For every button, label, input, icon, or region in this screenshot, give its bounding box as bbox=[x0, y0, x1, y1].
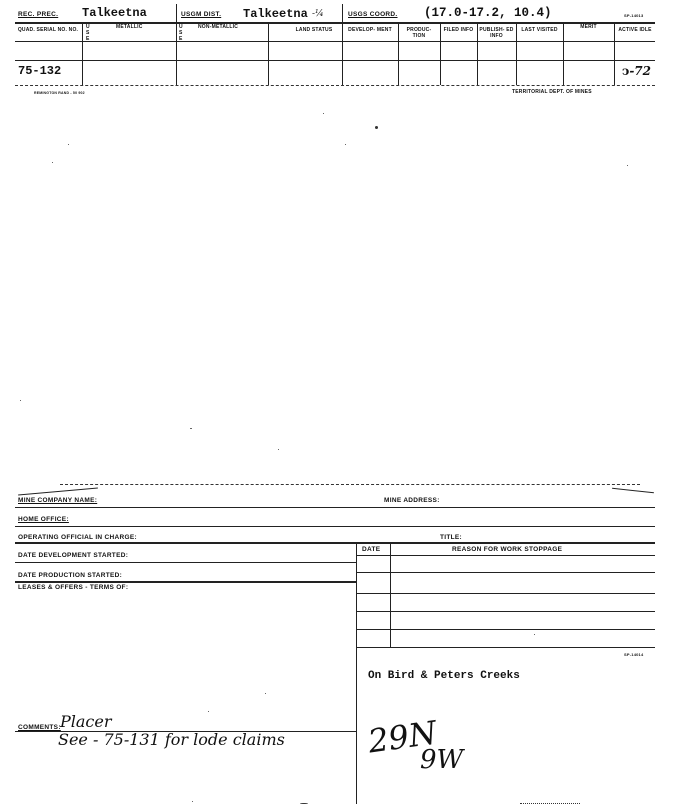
card-top-rule bbox=[60, 484, 640, 485]
card-bottom-rule bbox=[15, 85, 655, 86]
usgs-coord-value: (17.0-17.2, 10.4) bbox=[424, 6, 552, 20]
mine-company-rule bbox=[15, 507, 655, 508]
pencil-stroke-left bbox=[18, 488, 98, 496]
comments-rule bbox=[15, 731, 356, 732]
rec-prec-value: Talkeetna bbox=[82, 6, 147, 20]
col-use-nonmetallic: U S E bbox=[179, 24, 183, 42]
col-land-status: LAND STATUS bbox=[295, 27, 333, 33]
pencil-mark: -¼ bbox=[312, 9, 324, 19]
date-production-rule bbox=[15, 581, 356, 583]
date-development-label: DATE DEVELOPMENT STARTED: bbox=[18, 552, 129, 559]
col-non-metallic: NON-METALLIC bbox=[198, 24, 239, 30]
usgm-dist-label: USGM DIST. bbox=[181, 11, 222, 18]
printer-line: REMINGTON RAND - 50 902 bbox=[34, 91, 85, 95]
stoppage-date-header: DATE bbox=[362, 546, 381, 553]
date-development-rule bbox=[15, 562, 356, 563]
stoppage-date-divider bbox=[390, 542, 391, 647]
col-quad-serial: QUAD. SERIAL NO. NO. bbox=[17, 27, 79, 33]
form-number-back: SP-14014 bbox=[624, 652, 644, 657]
col-active-idle: ACTIVE IDLE bbox=[618, 27, 652, 33]
title-label: TITLE: bbox=[440, 534, 463, 541]
col-metallic: METALLIC bbox=[116, 24, 143, 30]
stoppage-reason-header: REASON FOR WORK STOPPAGE bbox=[452, 546, 563, 553]
operating-official-rule bbox=[15, 542, 655, 544]
usgs-coord-label: USGS COORD. bbox=[348, 11, 398, 18]
stoppage-header-rule bbox=[356, 555, 655, 556]
comments-handwritten-see: See - 75-131 for lode claims bbox=[58, 730, 285, 749]
record-serial: 75-132 bbox=[18, 64, 62, 78]
usgm-dist-value: Talkeetna bbox=[243, 7, 308, 21]
col-published-info: PUBLISH- ED INFO bbox=[479, 27, 514, 39]
home-office-label: HOME OFFICE: bbox=[18, 516, 69, 523]
col-production: PRODUC- TION bbox=[406, 27, 432, 39]
township-handwritten: 29N bbox=[365, 713, 440, 761]
stoppage-table-divider bbox=[356, 542, 357, 804]
record-rule bbox=[15, 60, 655, 61]
leases-label: LEASES & OFFERS - TERMS OF: bbox=[18, 584, 129, 591]
range-handwritten: 9W bbox=[420, 745, 464, 775]
mine-company-name-label: MINE COMPANY NAME: bbox=[18, 497, 98, 504]
col-filed-info: FILED INFO bbox=[443, 27, 474, 33]
form-number: SP-14013 bbox=[624, 13, 644, 18]
col-merit: MERIT bbox=[580, 24, 597, 30]
operating-official-label: OPERATING OFFICIAL IN CHARGE: bbox=[18, 534, 137, 541]
record-active-idle-mark: ↄ-72 bbox=[622, 64, 651, 78]
department-line: TERRITORIAL DEPT. OF MINES bbox=[512, 89, 592, 95]
comments-handwritten-placer: Placer bbox=[60, 712, 112, 731]
mine-address-label: MINE ADDRESS: bbox=[384, 497, 440, 504]
comments-label: COMMENTS: bbox=[18, 724, 61, 731]
column-header-rule bbox=[15, 41, 655, 42]
location-note: On Bird & Peters Creeks bbox=[368, 670, 520, 682]
rec-prec-label: REC. PREC. bbox=[18, 11, 59, 18]
header-rule bbox=[15, 22, 655, 24]
home-office-rule bbox=[15, 526, 655, 527]
col-development: DEVELOP- MENT bbox=[348, 27, 392, 33]
col-last-visited: LAST VISITED bbox=[521, 27, 558, 33]
pencil-stroke bbox=[612, 488, 654, 493]
col-use-metallic: U S E bbox=[86, 24, 90, 42]
date-production-label: DATE PRODUCTION STARTED: bbox=[18, 572, 123, 579]
